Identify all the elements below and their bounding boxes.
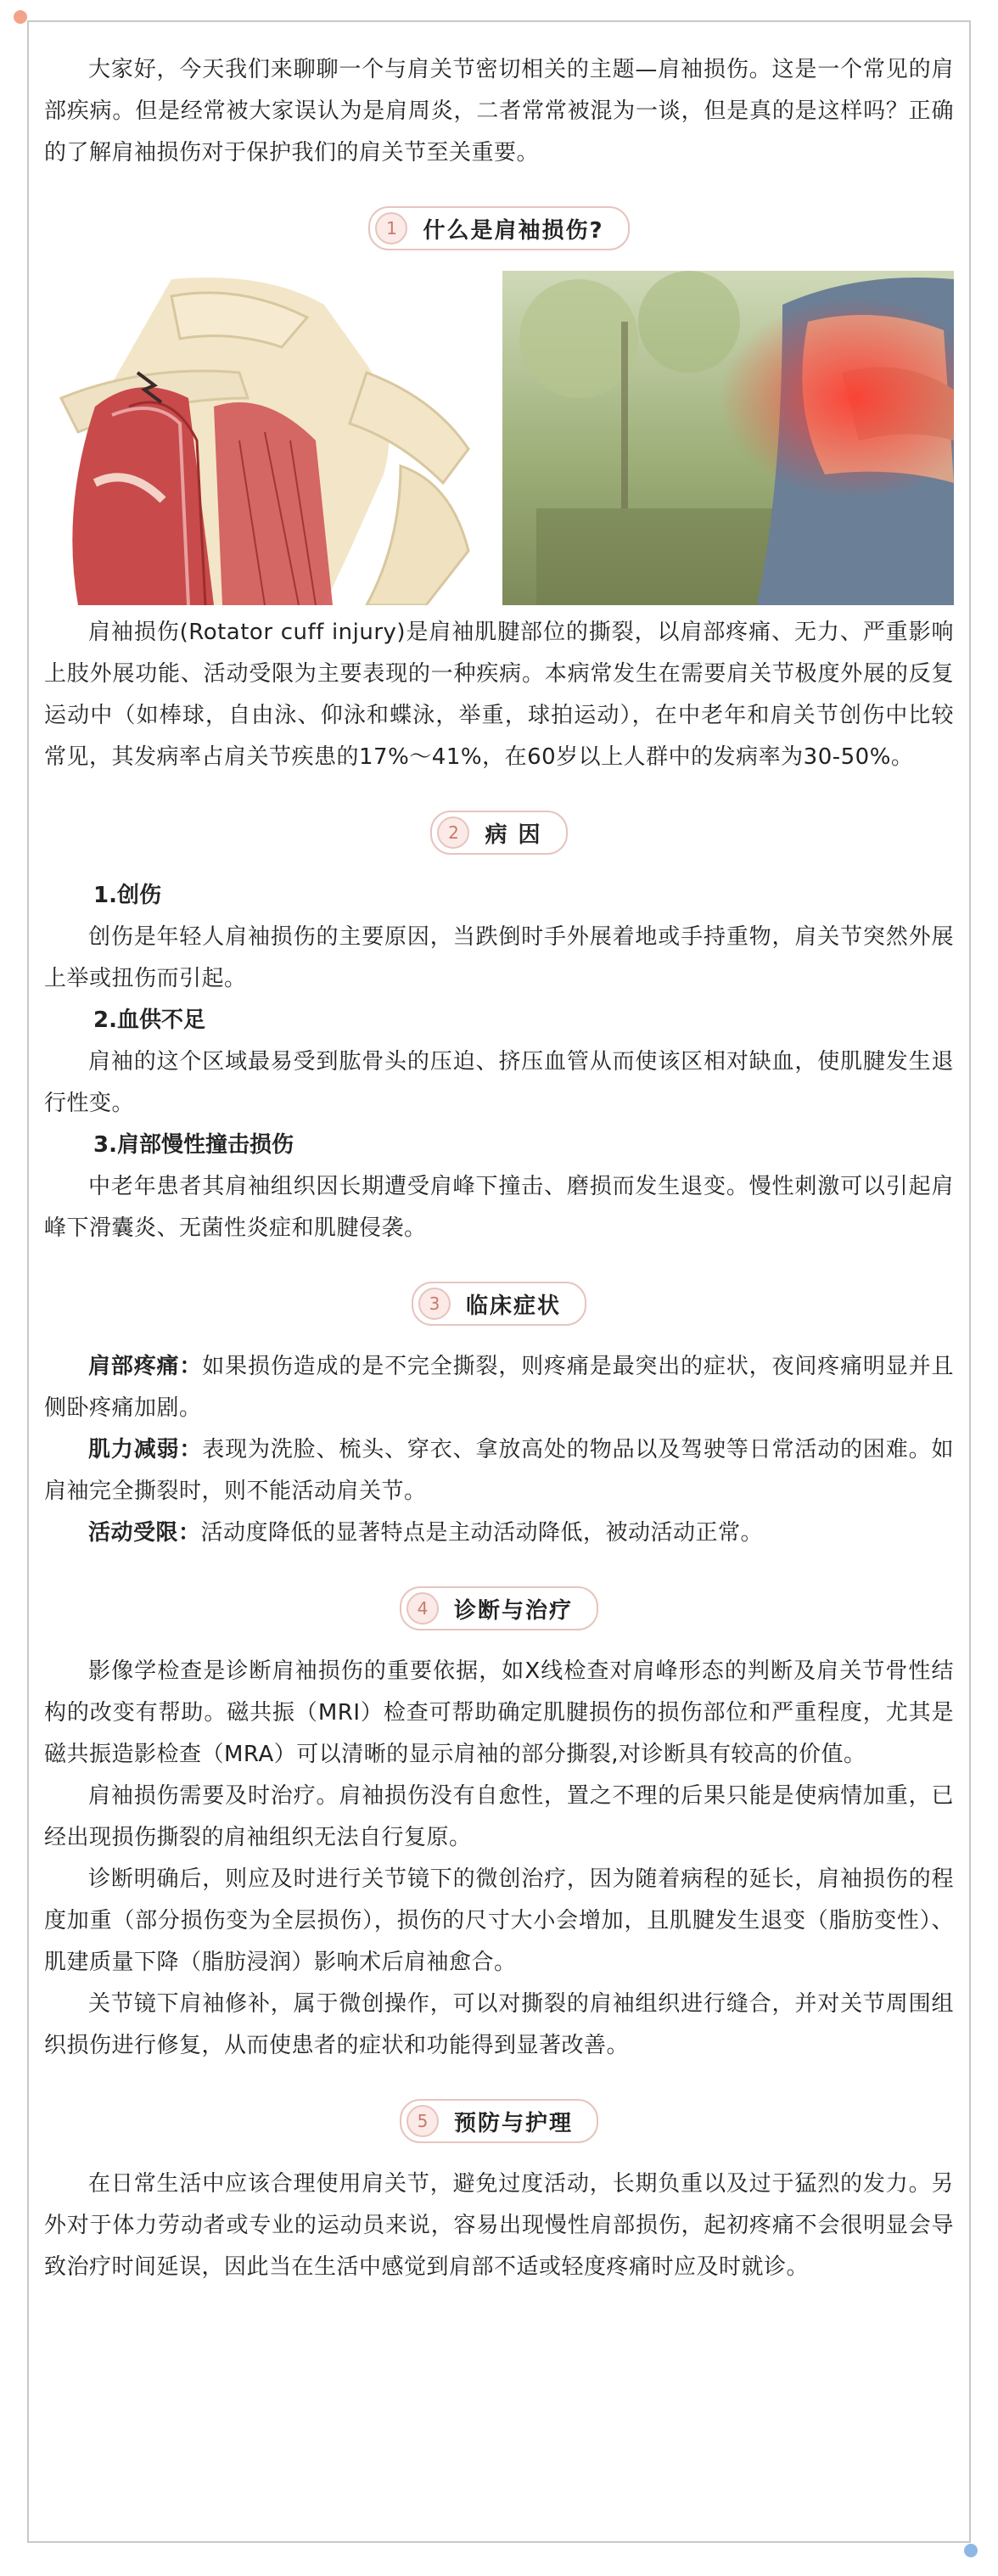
cause-paragraph: 创伤是年轻人肩袖损伤的主要原因，当跌倒时手外展着地或手持重物，肩关节突然外展上举或扭伤而引起。 (44, 924, 954, 991)
shoulder-pain-photo (502, 271, 954, 605)
section-paragraph: 关节镜下肩袖修补，属于微创操作，可以对撕裂的肩袖组织进行缝合，并对关节周围组织损伤进行修复，从而使患者的症状和功能得到显著改善。 (44, 1991, 954, 2058)
section-paragraph: 影像学检查是诊断肩袖损伤的重要依据，如X线检查对肩峰形态的判断及肩关节骨性结构的改变有帮助。磁共振（MRI）检查可帮助确定肌腱损伤的损伤部位和严重程度，尤其是磁共振造影检查（MRA）可以清晰的显示肩袖的部分撕裂,对诊断具有较高的价值。 (44, 1658, 954, 1767)
symptom-text: 表现为洗脸、梳头、穿衣、拿放高处的物品以及驾驶等日常活动的困难。如肩袖完全撕裂时，则不能活动肩关节。 (44, 1437, 954, 1504)
section-paragraph: 诊断明确后，则应及时进行关节镜下的微创治疗，因为随着病程的延长，肩袖损伤的程度加重（部分损伤变为全层损伤），损伤的尺寸大小会增加，且肌腱发生退变（脂肪变性）、肌建质量下降（脂肪浸润）影响术后肩袖愈合。 (44, 1866, 954, 1975)
section-paragraph: 肩袖损伤(Rotator cuff injury)是肩袖肌腱部位的撕裂，以肩部疼痛、无力、严重影响上肢外展功能、活动受限为主要表现的一种疾病。本病常发生在需要肩关节极度外展的反复运动中（如棒球，自由泳、仰泳和蝶泳，举重，球拍运动），在中老年和肩关节创伤中比较常见，其发病率占肩关节疾患的17%～41%，在60岁以上人群中的发病率为30-50%。 (44, 620, 954, 770)
section-title: 什么是肩袖损伤? (423, 217, 604, 244)
section-heading-1 (368, 206, 629, 250)
article-body (44, 49, 954, 2288)
section-number: 1 (375, 212, 407, 244)
symptom-text: 活动度降低的显著特点是主动活动降低，被动活动正常。 (200, 1520, 764, 1546)
symptom-paragraph (44, 1429, 954, 1512)
corner-dot-icon (964, 2544, 978, 2557)
shoulder-anatomy-illustration (44, 271, 496, 605)
section-number: 3 (418, 1288, 451, 1320)
cause-paragraph: 中老年患者其肩袖组织因长期遭受肩峰下撞击、磨损而发生退变。慢性刺激可以引起肩峰下滑囊炎、无菌性炎症和肌腱侵袭。 (44, 1174, 954, 1241)
cause-subtitle: 2.血供不足 (93, 1007, 205, 1033)
symptom-text: 如果损伤造成的是不完全撕裂，则疼痛是最突出的症状，夜间疼痛明显并且侧卧疼痛加剧。 (44, 1354, 954, 1421)
cause-subtitle: 3.肩部慢性撞击损伤 (93, 1132, 294, 1158)
illustration-row (44, 271, 954, 605)
section-paragraph: 肩袖损伤需要及时治疗。肩袖损伤没有自愈性，置之不理的后果只能是使病情加重，已经出现损伤撕裂的肩袖组织无法自行复原。 (44, 1783, 954, 1850)
section-title: 预防与护理 (453, 2110, 573, 2136)
section-number: 4 (406, 1592, 439, 1625)
section-number: 5 (406, 2105, 439, 2137)
symptom-paragraph (44, 1346, 954, 1429)
intro-paragraph: 大家好，今天我们来聊聊一个与肩关节密切相关的主题—肩袖损伤。这是一个常见的肩部疾病。但是经常被大家误认为是肩周炎，二者常常被混为一谈，但是真的是这样吗？正确的了解肩袖损伤对于保护我们的肩关节至关重要。 (44, 57, 954, 166)
symptom-keyword: 肌力减弱： (88, 1437, 203, 1462)
section-paragraph: 在日常生活中应该合理使用肩关节，避免过度活动，长期负重以及过于猛烈的发力。另外对于体力劳动者或专业的运动员来说，容易出现慢性肩部损伤，起初疼痛不会很明显会导致治疗时间延误，因此当在生活中感觉到肩部不适或轻度疼痛时应及时就诊。 (44, 2171, 954, 2280)
section-title: 临床症状 (465, 1293, 561, 1319)
symptom-paragraph (44, 1512, 954, 1554)
section-heading-3 (412, 1282, 586, 1326)
cause-paragraph: 肩袖的这个区域最易受到肱骨头的压迫、挤压血管从而使该区相对缺血，使肌腱发生退行性变。 (44, 1049, 954, 1116)
cause-subtitle: 1.创伤 (93, 883, 161, 908)
corner-dot-icon (14, 10, 27, 24)
section-title: 诊断与治疗 (453, 1597, 573, 1624)
section-title: 病 因 (485, 822, 542, 848)
section-heading-4 (400, 1586, 598, 1630)
symptom-keyword: 活动受限： (88, 1520, 201, 1546)
symptom-keyword: 肩部疼痛： (88, 1354, 203, 1379)
section-number: 2 (437, 817, 469, 849)
section-heading-2 (430, 811, 567, 855)
section-heading-5 (400, 2099, 598, 2143)
